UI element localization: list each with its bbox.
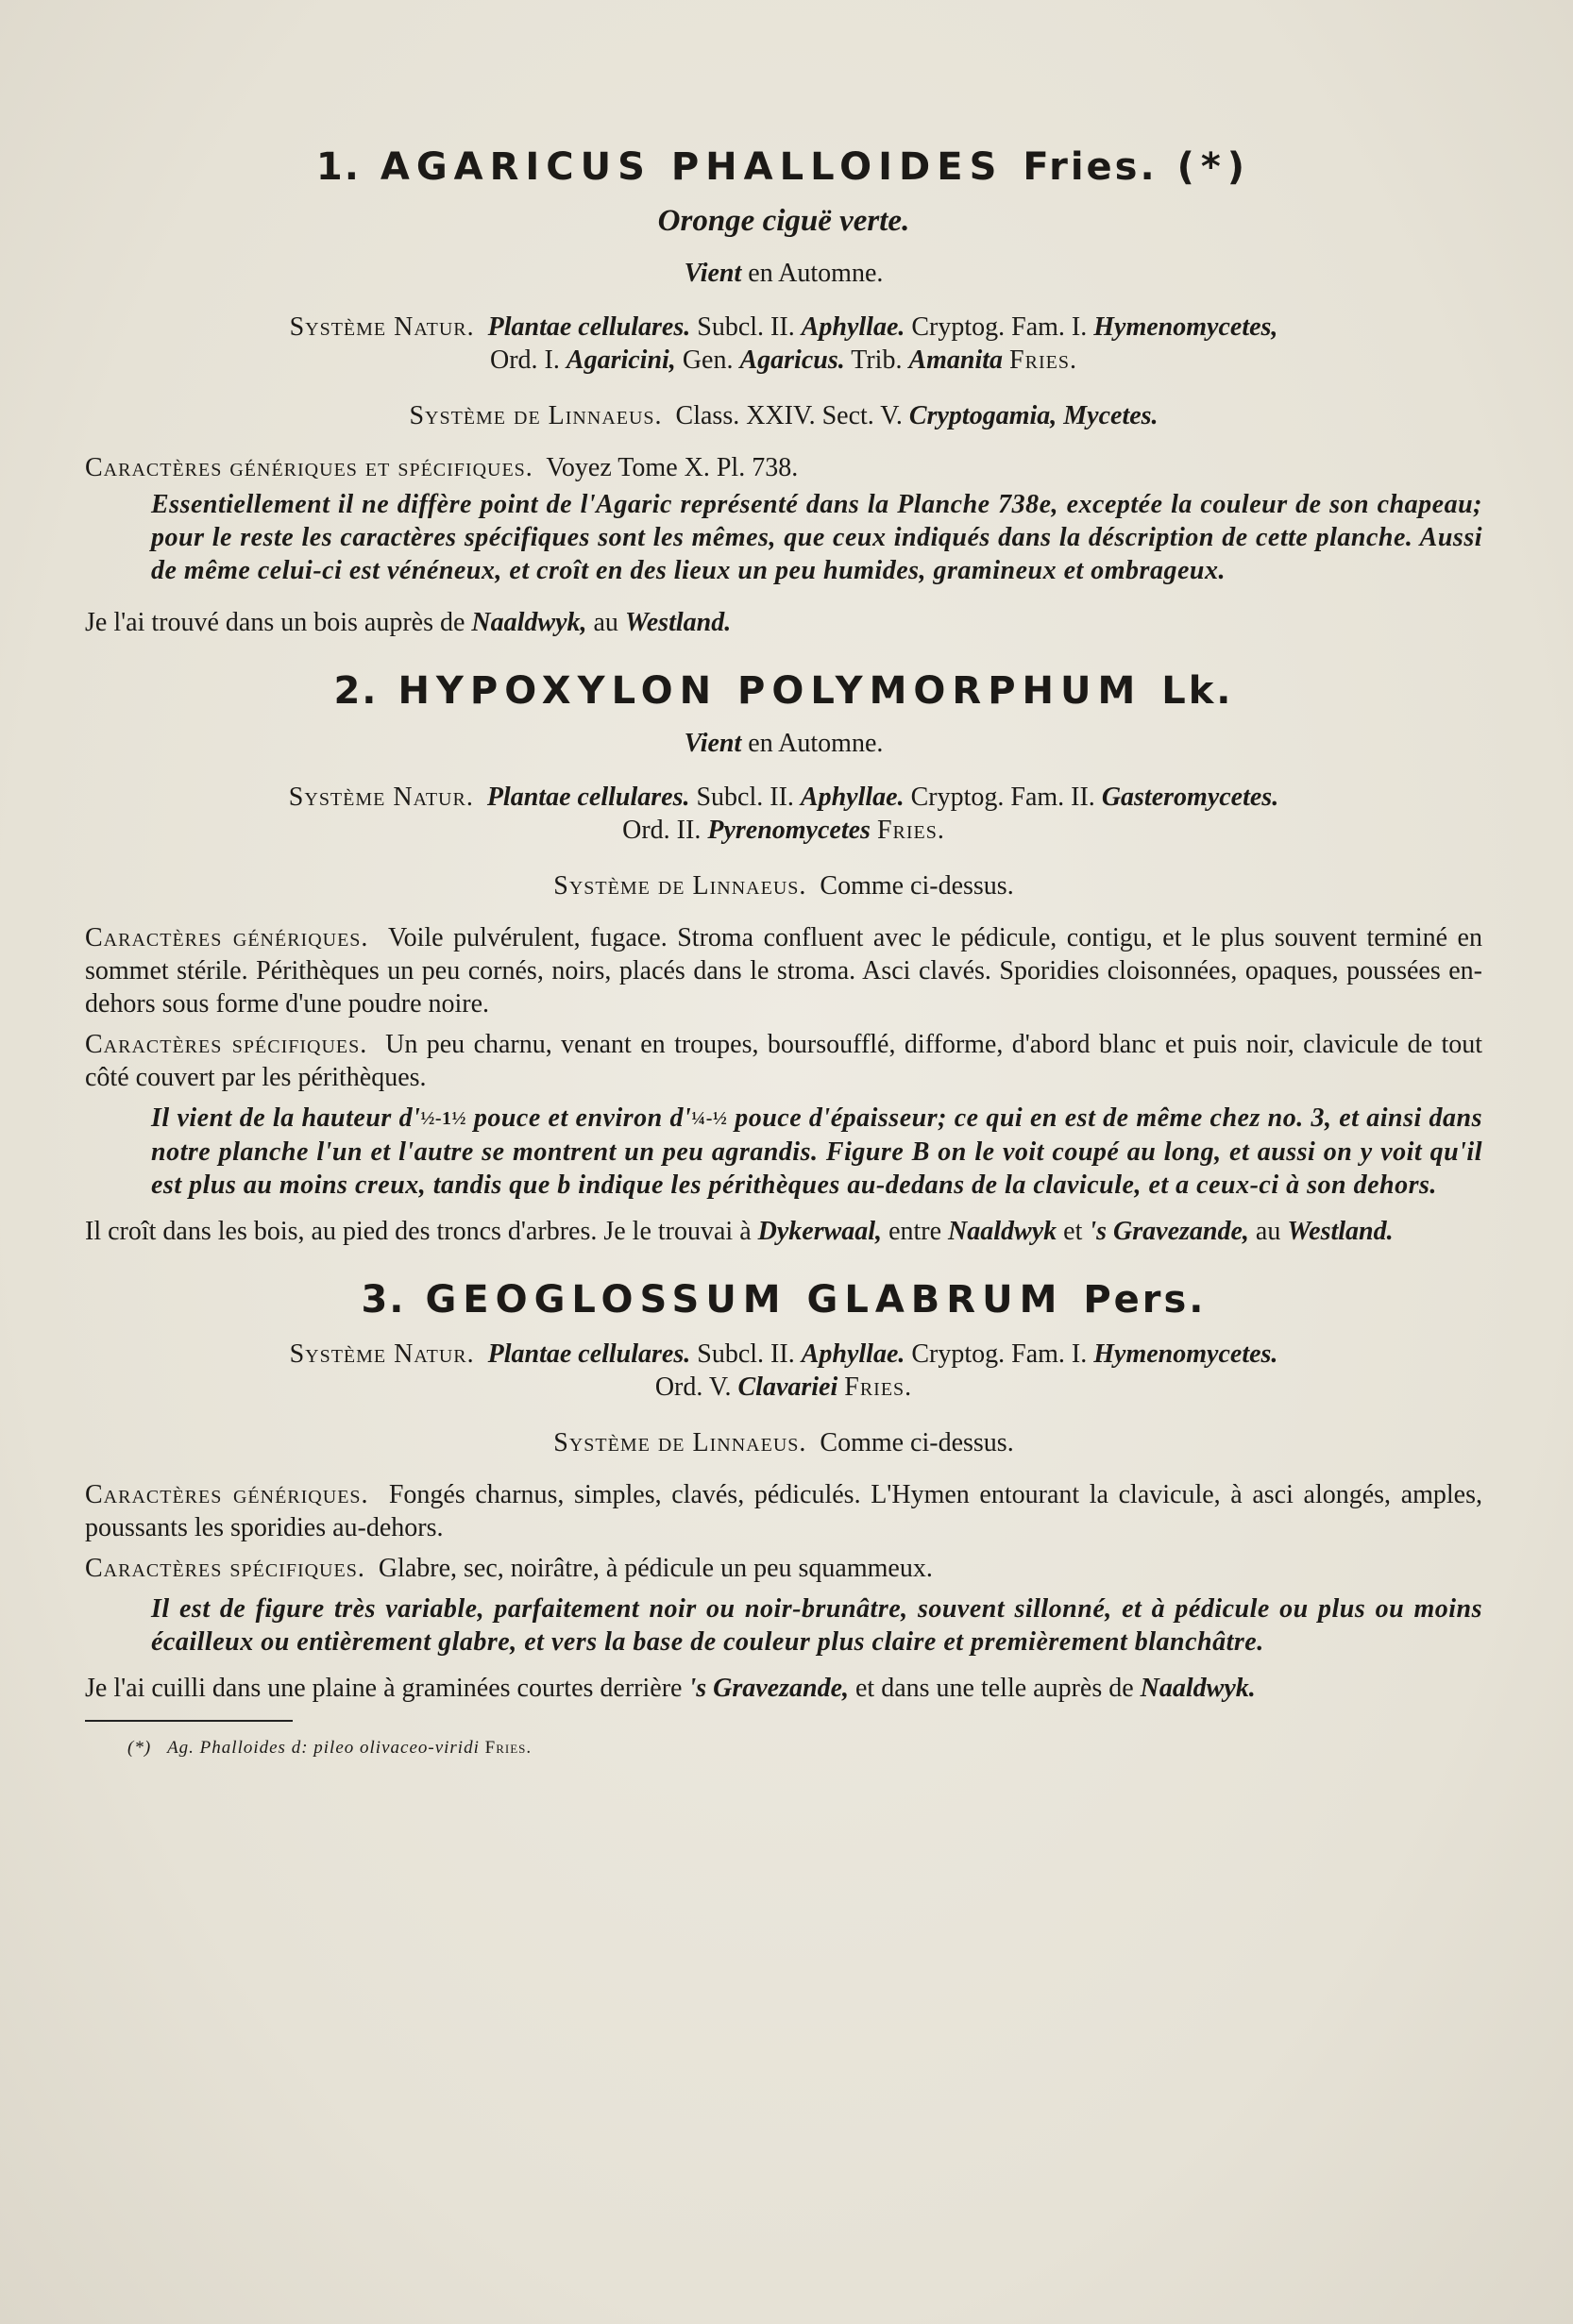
sys-text: Aphyllae.	[801, 312, 905, 342]
caracteres	[85, 451, 1482, 484]
sys-text: Amanita	[908, 345, 1004, 375]
desc-text: pouce d'épaisseur; ce qui en est de même chez no. 3, et ainsi dans notre planche l'un et l'autre se montrent un peu agrandis. Figure B on le voit coupé au long, et aussi on y voit qu'il est plus au moins creux, tandis que b indique les périthèques au-dedans de la clavicule, et a ceux-ci à son dehors.	[151, 1103, 1483, 1200]
sys-label: Système Natur.	[289, 312, 475, 342]
caract-label: Caractères génériques et spécifiques.	[85, 453, 533, 482]
species-name: GEOGLOSSUM GLABRUM	[425, 1278, 1064, 1322]
loc-text: au	[593, 608, 618, 637]
description: Essentiellement il ne diffère point de l'Agaric représenté dans la Planche 738e, exceptée la couleur de son chapeau; pour le reste les caractères spécifiques sont les mêmes, que ceux indiqués dans la déscription de cette planche. Aussi de même celui-ci est vénéneux, et croît en des lieux un peu humides, gramineux et ombrageux.	[151, 490, 1482, 585]
loc-text: Il croît dans les bois, au pied des troncs d'arbres. Je le trouvai à	[85, 1217, 752, 1246]
season-label: Vient	[684, 259, 742, 288]
fraction: ¼-½	[691, 1108, 728, 1129]
loc-text: et	[1063, 1217, 1083, 1246]
desc-text: Il vient de la hauteur d'	[151, 1103, 421, 1133]
lin-label: Système de Linnaeus.	[409, 401, 663, 430]
vernacular-name: Oronge ciguë verte.	[657, 204, 910, 238]
sys-text: Subcl. II.	[697, 1339, 795, 1369]
sys-text: Cryptog. Fam. I.	[911, 312, 1088, 342]
systeme-naturel	[85, 781, 1482, 847]
loc-text: et dans une telle auprès de	[855, 1674, 1134, 1703]
sys-text: Subcl. II.	[697, 312, 795, 342]
footnote	[127, 1731, 1482, 1764]
spec-text: Glabre, sec, noirâtre, à pédicule un peu squammeux.	[378, 1554, 933, 1583]
sys-text: Plantae cellulares.	[487, 1339, 691, 1369]
lin-text: Comme ci-dessus.	[820, 1428, 1014, 1457]
spec-label: Caractères spécifiques.	[85, 1030, 368, 1059]
gen-text: Voile pulvérulent, fugace. Stroma confluent avec le pédicule, contigu, et le plus souvent terminé en sommet stérile. Périthèques un peu cornés, noirs, placés dans le stroma. Asci clavés. Sporidies cloisonnées, opaques, poussées en-dehors sous forme d'une poudre noire.	[85, 923, 1482, 1019]
species-title	[85, 1278, 1482, 1322]
sys-text: Gen.	[682, 345, 734, 375]
species-3	[85, 1278, 1482, 1705]
systeme-linnaeus	[85, 399, 1482, 432]
gen-text: Fongés charnus, simples, clavés, pédiculés. L'Hymen entourant la clavicule, à asci alongés, amples, poussants les sporidies au-dehors.	[85, 1480, 1482, 1542]
loc-text: Westland.	[624, 608, 732, 637]
loc-text: Naaldwyk	[948, 1217, 1057, 1246]
systeme-linnaeus	[85, 869, 1482, 902]
loc-text: Naaldwyk.	[1140, 1674, 1256, 1703]
caracteres-specifiques	[85, 1028, 1482, 1094]
lin-label: Système de Linnaeus.	[553, 871, 807, 901]
sys-text: Fries.	[844, 1373, 913, 1402]
description: Il est de figure très variable, parfaitement noir ou noir-brunâtre, souvent sillonné, et à pédicule ou plus ou moins écailleux ou entièrement glabre, et vers la base de couleur plus claire et premièrement blanchâtre.	[151, 1594, 1482, 1657]
sys-line-2	[85, 814, 1482, 847]
season-text: en Automne.	[748, 729, 884, 758]
species-number: 3.	[361, 1278, 406, 1322]
season	[85, 727, 1482, 760]
footnote-rule	[85, 1720, 293, 1722]
sys-text: Clavariei	[737, 1373, 838, 1402]
gen-label: Caractères génériques.	[85, 923, 369, 952]
sys-text: Pyrenomycetes	[707, 816, 871, 845]
sys-text: Ord. I.	[490, 345, 560, 375]
loc-text: 's Gravezande,	[688, 1674, 849, 1703]
sys-line-2	[85, 344, 1482, 377]
species-author: Pers.	[1083, 1278, 1207, 1322]
species-name: AGARICUS PHALLOIDES	[380, 145, 1004, 189]
sys-text: Trib.	[851, 345, 903, 375]
spec-text: Un peu charnu, venant en troupes, boursoufflé, difforme, d'abord blanc et puis noir, clavicule de tout côté couvert par les périthèques.	[85, 1030, 1483, 1092]
sys-label: Système Natur.	[288, 783, 474, 812]
species-name: HYPOXYLON POLYMORPHUM	[397, 669, 1142, 713]
locality	[85, 1672, 1482, 1705]
loc-text: Je l'ai cuilli dans une plaine à graminées courtes derrière	[85, 1674, 683, 1703]
fraction: ½-1½	[420, 1108, 467, 1129]
sys-text: Gasteromycetes.	[1101, 783, 1279, 812]
lin-text: Comme ci-dessus.	[820, 871, 1014, 901]
caracteres-generiques	[85, 1478, 1482, 1544]
sys-text: Subcl. II.	[696, 783, 794, 812]
sys-text: Fries.	[1009, 345, 1077, 375]
species-title	[85, 145, 1482, 189]
footnote-text: Ag. Phalloides d: pileo olivaceo-viridi	[167, 1738, 480, 1758]
systeme-naturel	[85, 1338, 1482, 1404]
loc-text: entre	[888, 1217, 942, 1246]
lin-text: Class. XXIV. Sect. V.	[675, 401, 903, 430]
species-number: 1.	[315, 145, 361, 189]
desc-text: pouce et environ d'	[473, 1103, 692, 1133]
sys-text: Fries.	[876, 816, 945, 845]
species-2	[85, 669, 1483, 1248]
sys-text: Hymenomycetes,	[1093, 312, 1278, 342]
species-title	[85, 669, 1482, 713]
loc-text: Je l'ai trouvé dans un bois auprès de	[85, 608, 465, 637]
lin-label: Système de Linnaeus.	[553, 1428, 807, 1457]
species-author: Fries.	[1023, 145, 1158, 189]
systeme-naturel	[85, 311, 1482, 377]
species-number: 2.	[333, 669, 379, 713]
sys-text: Ord. II.	[622, 816, 702, 845]
sys-text: Plantae cellulares.	[486, 783, 690, 812]
systeme-linnaeus	[85, 1426, 1482, 1459]
lin-text: Cryptogamia, Mycetes.	[908, 401, 1159, 430]
species-1	[85, 145, 1482, 639]
season-text: en Automne.	[748, 259, 884, 288]
sys-text: Plantae cellulares.	[487, 312, 691, 342]
gen-label: Caractères génériques.	[85, 1480, 369, 1509]
loc-text: 's Gravezande,	[1089, 1217, 1249, 1246]
season	[85, 257, 1482, 290]
sys-text: Aphyllae.	[800, 783, 905, 812]
spec-label: Caractères spécifiques.	[85, 1554, 365, 1583]
sys-label: Système Natur.	[289, 1339, 475, 1369]
caracteres-generiques	[85, 921, 1482, 1020]
sys-text: Hymenomycetes.	[1093, 1339, 1278, 1369]
species-author: Lk.	[1161, 669, 1234, 713]
caract-text: Voyez Tome X. Pl. 738.	[546, 453, 799, 482]
sys-text: Ord. V.	[654, 1373, 732, 1402]
loc-text: Dykerwaal,	[757, 1217, 883, 1246]
locality	[85, 606, 1482, 639]
sys-line-2	[85, 1371, 1482, 1404]
loc-text: au	[1255, 1217, 1281, 1246]
sys-text: Cryptog. Fam. II.	[910, 783, 1095, 812]
footnote-marker: (*)	[1176, 145, 1252, 189]
loc-text: Naaldwyk,	[471, 608, 587, 637]
description	[151, 1102, 1482, 1202]
sys-text: Cryptog. Fam. I.	[911, 1339, 1088, 1369]
sys-text: Agaricus.	[739, 345, 845, 375]
sys-text: Aphyllae.	[801, 1339, 905, 1369]
footnote-author: Fries.	[484, 1738, 533, 1758]
loc-text: Westland.	[1287, 1217, 1394, 1246]
text-column	[85, 145, 1483, 1764]
sys-text: Agaricini,	[566, 345, 676, 375]
caracteres-specifiques	[85, 1552, 1482, 1585]
footnote-marker: (*)	[127, 1738, 152, 1758]
season-label: Vient	[684, 729, 742, 758]
locality	[85, 1215, 1482, 1248]
